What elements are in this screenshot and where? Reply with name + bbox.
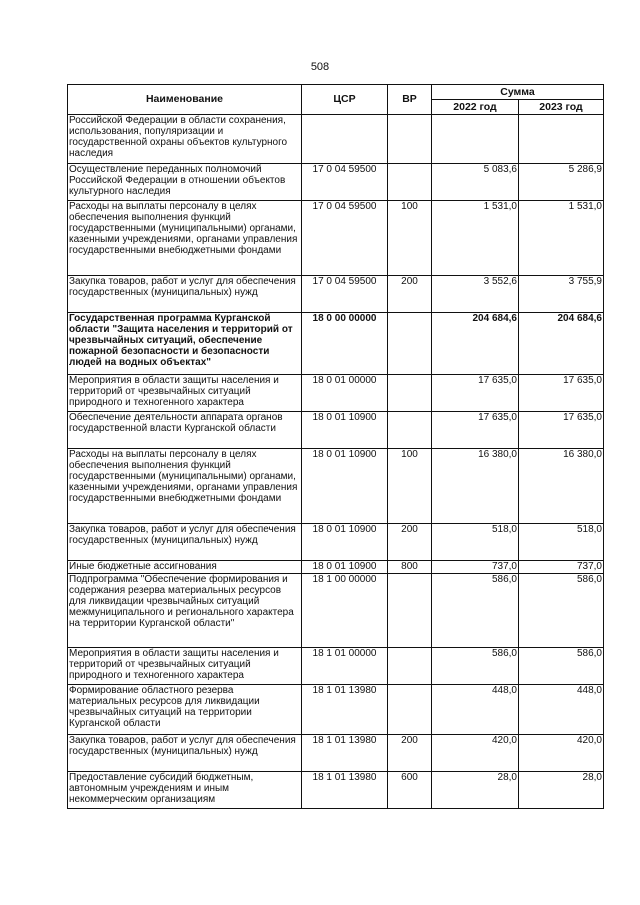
row-sum-2022: 3 552,6 — [432, 276, 519, 313]
row-sum-2023: 3 755,9 — [519, 276, 604, 313]
row-name: Мероприятия в области защиты населения и территорий от чрезвычайных ситуаций природного и техногенного характера — [68, 375, 302, 412]
row-csr: 17 0 04 59500 — [302, 276, 388, 313]
row-sum-2022: 518,0 — [432, 524, 519, 561]
row-name: Закупка товаров, работ и услуг для обеспечения государственных (муниципальных) нужд — [68, 524, 302, 561]
row-sum-2023: 1 531,0 — [519, 201, 604, 276]
row-name: Подпрограмма "Обеспечение формирования и содержания резерва материальных ресурсов для ликвидации чрезвычайных ситуаций межмуниципального и регионального характера на территории Курганской области" — [68, 574, 302, 648]
row-name: Формирование областного резерва материальных ресурсов для ликвидации чрезвычайных ситуаций на территории Курганской области — [68, 685, 302, 735]
row-vr: 200 — [388, 276, 432, 313]
row-vr — [388, 115, 432, 164]
page-number: 508 — [310, 61, 330, 73]
row-vr: 200 — [388, 524, 432, 561]
row-sum-2022: 448,0 — [432, 685, 519, 735]
table-row — [68, 449, 604, 524]
header-name: Наименование — [68, 85, 302, 115]
row-sum-2023: 586,0 — [519, 574, 604, 648]
row-sum-2022: 1 531,0 — [432, 201, 519, 276]
row-csr: 17 0 04 59500 — [302, 164, 388, 201]
header-2023: 2023 год — [519, 100, 604, 115]
row-name: Осуществление переданных полномочий Российской Федерации в отношении объектов культурного наследия — [68, 164, 302, 201]
header-2022: 2022 год — [432, 100, 519, 115]
table-row — [68, 772, 604, 809]
row-vr — [388, 313, 432, 375]
row-sum-2023: 5 286,9 — [519, 164, 604, 201]
row-name: Предоставление субсидий бюджетным, автономным учреждениям и иным некоммерческим организациям — [68, 772, 302, 809]
header-csr: ЦСР — [302, 85, 388, 115]
row-sum-2023: 518,0 — [519, 524, 604, 561]
row-csr: 18 0 01 00000 — [302, 375, 388, 412]
table-row — [68, 375, 604, 412]
row-vr: 100 — [388, 449, 432, 524]
row-sum-2023: 17 635,0 — [519, 375, 604, 412]
row-sum-2022: 737,0 — [432, 561, 519, 574]
row-name: Закупка товаров, работ и услуг для обеспечения государственных (муниципальных) нужд — [68, 735, 302, 772]
row-csr: 18 1 01 13980 — [302, 772, 388, 809]
row-csr — [302, 115, 388, 164]
row-name: Российской Федерации в области сохранения, использования, популяризации и государственной охраны объектов культурного наследия — [68, 115, 302, 164]
table-row — [68, 164, 604, 201]
row-vr: 200 — [388, 735, 432, 772]
header-sum: Сумма — [432, 85, 604, 100]
row-csr: 18 0 01 10900 — [302, 561, 388, 574]
table-row — [68, 648, 604, 685]
row-csr: 18 0 01 10900 — [302, 449, 388, 524]
row-csr: 18 0 01 10900 — [302, 524, 388, 561]
row-sum-2023: 16 380,0 — [519, 449, 604, 524]
row-name: Мероприятия в области защиты населения и территорий от чрезвычайных ситуаций природного и техногенного характера — [68, 648, 302, 685]
row-sum-2023: 586,0 — [519, 648, 604, 685]
row-sum-2023: 17 635,0 — [519, 412, 604, 449]
row-sum-2023 — [519, 115, 604, 164]
row-csr: 18 0 00 00000 — [302, 313, 388, 375]
row-vr — [388, 685, 432, 735]
row-sum-2023: 737,0 — [519, 561, 604, 574]
row-name: Расходы на выплаты персоналу в целях обеспечения выполнения функций государственными (муниципальными) органами, казенными учреждениями, органами управления государственными внебюджетными фондами — [68, 449, 302, 524]
table-row — [68, 313, 604, 375]
row-vr — [388, 574, 432, 648]
row-name: Иные бюджетные ассигнования — [68, 561, 302, 574]
row-name: Закупка товаров, работ и услуг для обеспечения государственных (муниципальных) нужд — [68, 276, 302, 313]
row-vr: 100 — [388, 201, 432, 276]
table-row — [68, 201, 604, 276]
row-csr: 18 1 01 13980 — [302, 735, 388, 772]
row-sum-2022 — [432, 115, 519, 164]
row-sum-2022: 28,0 — [432, 772, 519, 809]
row-sum-2023: 28,0 — [519, 772, 604, 809]
table-row — [68, 685, 604, 735]
row-vr — [388, 375, 432, 412]
row-sum-2022: 586,0 — [432, 574, 519, 648]
row-csr: 18 0 01 10900 — [302, 412, 388, 449]
row-vr: 800 — [388, 561, 432, 574]
row-sum-2022: 5 083,6 — [432, 164, 519, 201]
row-sum-2022: 17 635,0 — [432, 412, 519, 449]
row-vr — [388, 164, 432, 201]
table-row — [68, 412, 604, 449]
row-csr: 18 1 00 00000 — [302, 574, 388, 648]
row-csr: 18 1 01 00000 — [302, 648, 388, 685]
row-sum-2023: 204 684,6 — [519, 313, 604, 375]
table-row — [68, 524, 604, 561]
row-vr: 600 — [388, 772, 432, 809]
row-name: Обеспечение деятельности аппарата органов государственной власти Курганской области — [68, 412, 302, 449]
row-sum-2022: 204 684,6 — [432, 313, 519, 375]
row-csr: 18 1 01 13980 — [302, 685, 388, 735]
budget-table — [67, 84, 604, 809]
row-sum-2022: 420,0 — [432, 735, 519, 772]
row-vr — [388, 412, 432, 449]
header-vr: ВР — [388, 85, 432, 115]
row-sum-2022: 16 380,0 — [432, 449, 519, 524]
row-csr: 17 0 04 59500 — [302, 201, 388, 276]
row-sum-2022: 586,0 — [432, 648, 519, 685]
row-sum-2023: 448,0 — [519, 685, 604, 735]
table-row — [68, 561, 604, 574]
row-sum-2023: 420,0 — [519, 735, 604, 772]
row-sum-2022: 17 635,0 — [432, 375, 519, 412]
row-vr — [388, 648, 432, 685]
row-name: Государственная программа Курганской области "Защита населения и территорий от чрезвычайных ситуаций, обеспечение пожарной безопасности и безопасности людей на водных объектах" — [68, 313, 302, 375]
table-row — [68, 574, 604, 648]
table-row — [68, 115, 604, 164]
table-row — [68, 276, 604, 313]
table-row — [68, 735, 604, 772]
row-name: Расходы на выплаты персоналу в целях обеспечения выполнения функций государственными (муниципальными) органами, казенными учреждениями, органами управления государственными внебюджетными фондами — [68, 201, 302, 276]
